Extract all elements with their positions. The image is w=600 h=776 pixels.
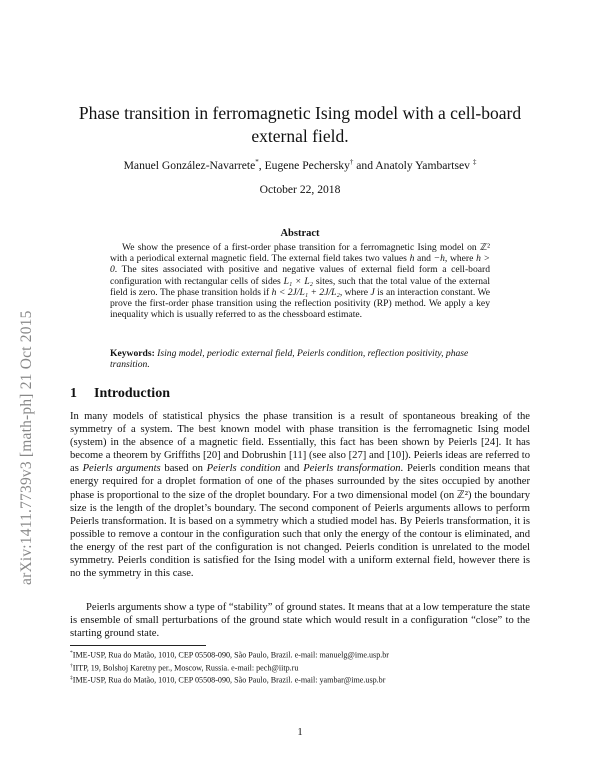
author-name: Eugene Pechersky	[264, 158, 350, 172]
footnote-divider	[70, 645, 206, 646]
intro-paragraph-1: In many models of statistical physics the phase transition is a result of spontaneous breaking of the symmetry of a system. The best known model with phase transition is the ferromagnetic Ising model (system) in the absence of a magnetic field. Essentially, this fact has been shown by Peierls [24]. It has become a theorem by Griffiths [20] and Dobrushin [11] (see also [27] and [10]). Peierls ideas are referred to as Peierls arguments based on Peierls condition and Peierls transformation. Peierls condition means that energy required for a droplet formation of one of the phases surrounded by the sites occupied by another phase is proportional to the size of the droplet boundary. For a two dimensional model (on ℤ²) the boundary size is the length of the droplet’s boundary. The second component of Peierls arguments allows to perform Peierls transformation. It is based on a symmetry which a studied model has. By Peierls transformation, it is possible to remove a contour in the configuration such that only the energy of the contour is eliminated, and the energy of the rest part of the configuration is not changed. Peierls condition is unrelated to the model symmetry. Peierls condition is satisfied for the Ising model with a uniform external field, however there is no the symmetry in this case.	[70, 411, 530, 580]
title-line-2: external field.	[251, 126, 349, 146]
intro-paragraph-2: Peierls arguments show a type of “stability” of ground states. It means that at a low temperature the state is ensemble of small perturbations of the ground state which would result in a configuration “close” to the starting ground state.	[70, 602, 530, 640]
paper-title	[70, 102, 530, 148]
author-list: Manuel González-Navarrete*, Eugene Pechersky† and Anatoly Yambartsev ‡	[123, 158, 477, 172]
author-name: Anatoly Yambartsev	[375, 158, 470, 172]
page-number: 1	[297, 727, 303, 738]
section-title: Introduction	[94, 386, 170, 401]
author-name: Manuel González-Navarrete	[123, 158, 256, 172]
footnote-mark[interactable]: *	[255, 158, 259, 166]
footnote-mark[interactable]: †	[349, 158, 354, 166]
footnote-mark[interactable]: ‡	[472, 158, 477, 166]
phase-transition-condition: h < 2J/L₁ + 2J/L₂	[271, 286, 340, 298]
footnote-item: *IME-USP, Rua do Matão, 1010, CEP 05508-090, São Paulo, Brazil. e-mail: manuelg@ime.usp.br	[70, 650, 390, 660]
keywords	[110, 348, 490, 370]
abstract-text: We show the presence of a first-order phase transition for a ferromagnetic Ising model on ℤ² with a periodical external magnetic field. The external field takes two values h and −h, where h > 0. The sites associated with positive and negative values of external field form a cell-board configuration with rectangular cells of sides L₁ × L₂ sites, such that the total value of the external field is zero. The phase transition holds if h < 2J/L₁ + 2J/L₂, where J is an interaction constant. We prove the first-order phase transition using the reflection positivity (RP) method. We apply a key inequality which is usually referred to as the chessboard estimate.	[110, 242, 491, 321]
title-line-1: Phase transition in ferromagnetic Ising model with a cell-board	[78, 103, 522, 123]
section-number: 1	[70, 386, 77, 401]
abstract-heading: Abstract	[280, 228, 320, 239]
footnote-item: ‡IME-USP, Rua do Matão, 1010, CEP 05508-090, São Paulo, Brazil. e-mail: yambar@ime.usp.br	[70, 675, 386, 686]
paper-date: October 22, 2018	[259, 183, 341, 196]
footnotes	[70, 648, 540, 686]
keywords-text: Ising model, periodic external field, Peierls condition, reflection positivity, phase transition.	[110, 348, 469, 371]
section-heading	[70, 386, 170, 402]
arxiv-identifier-stamp[interactable]: arXiv:1411.7739v3 [math-ph] 21 Oct 2015	[18, 310, 35, 585]
keywords-label: Keywords:	[110, 348, 155, 359]
footnote-item: †IITP, 19, Bolshoj Karetny per., Moscow, Russia. e-mail: pech@iitp.ru	[70, 662, 299, 673]
